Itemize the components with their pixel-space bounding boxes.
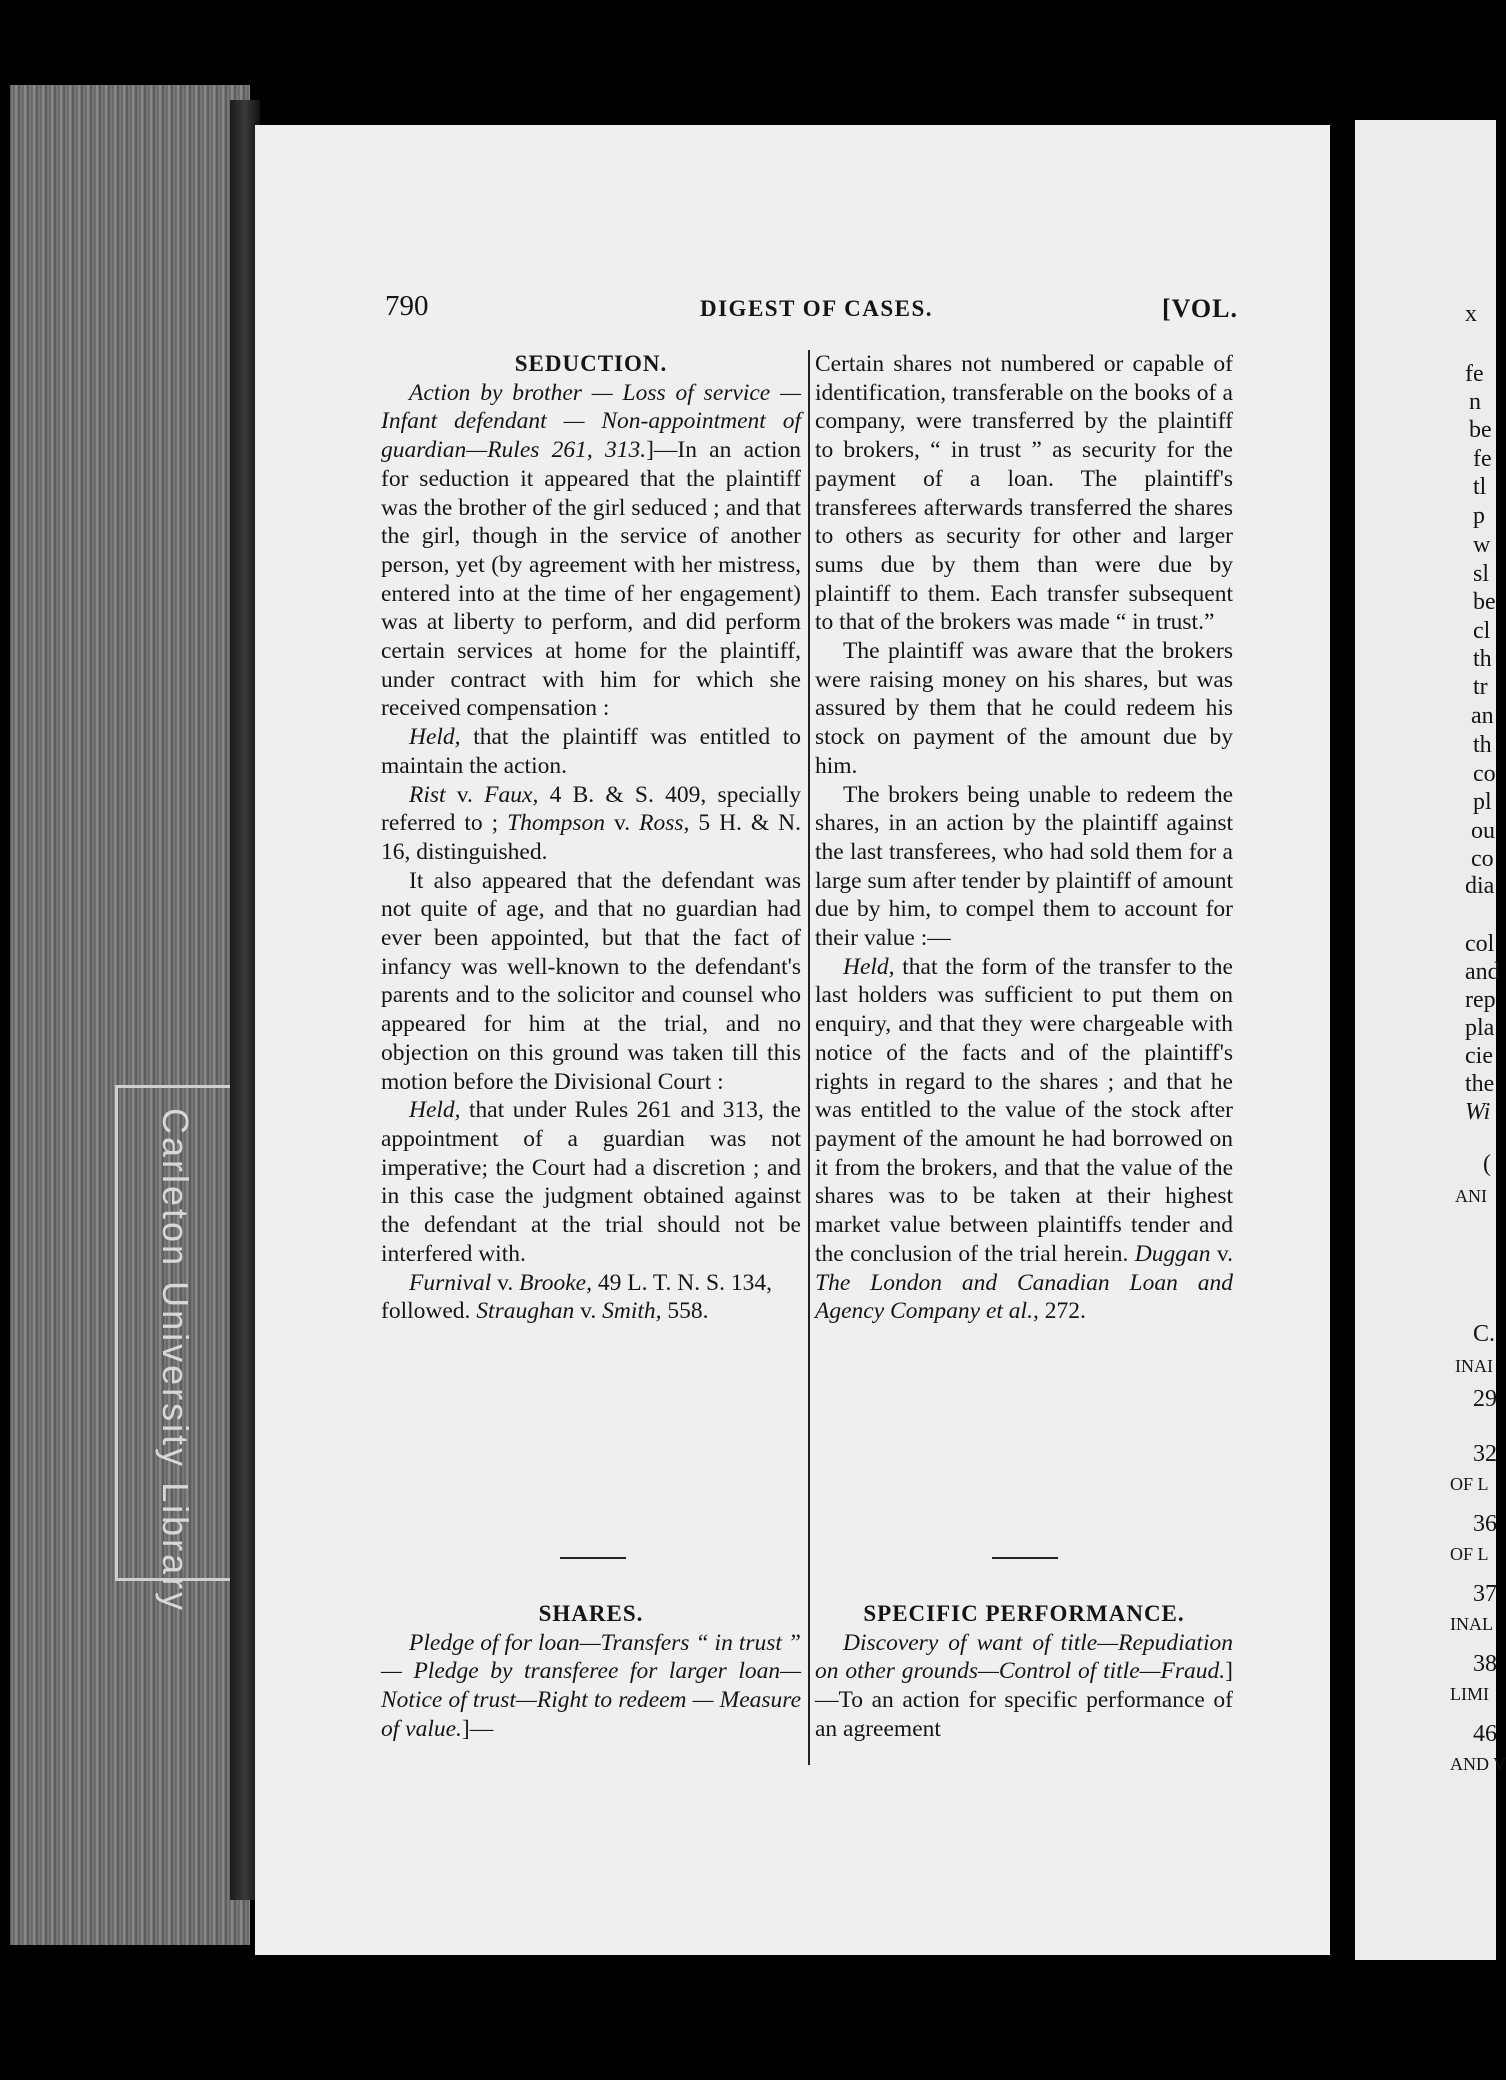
running-title: DIGEST OF CASES.	[700, 296, 933, 321]
facing-fragment: th	[1473, 732, 1492, 758]
shares-catchwords: Pledge of for loan—Transfers “ in trust ” — Pledge by transferee for larger loan—Notice of trust—Right to redeem — Measure of value.	[381, 1629, 801, 1742]
facing-fragment: and	[1465, 959, 1500, 985]
facing-fragment: n	[1469, 389, 1481, 415]
facing-fragment: ANI	[1455, 1186, 1487, 1206]
facing-fragment: co	[1473, 761, 1496, 787]
section-heading-shares: SHARES.	[538, 1601, 644, 1626]
specific-performance-catchwords: Discovery of want of title—Repudiation on other grounds—Control of title—Fraud.	[815, 1629, 1233, 1685]
seduction-catchwords: Action by brother — Loss of service — Infant defendant — Non-appointment of guardian—Rules 261, 313.	[381, 379, 801, 464]
facing-fragment: C.	[1473, 1321, 1496, 1347]
section-separator-right	[992, 1557, 1058, 1559]
facing-fragment: tr	[1473, 674, 1488, 700]
facing-fragment: p	[1473, 503, 1485, 529]
seduction-citation-1: Rist v. Faux, 4 B. & S. 409, specially referred to ; Thompson v. Ross, 5 H. & N. 16, distinguished.	[381, 781, 802, 865]
facing-fragment: col	[1465, 931, 1495, 957]
facing-fragment: sl	[1473, 561, 1490, 587]
seduction-citation-2: Furnival v. Brooke, 49 L. T. N. S. 134, followed. Straughan v. Smith, 558.	[381, 1269, 772, 1325]
shares-held: Held, that the form of the transfer to the last holders was sufficient to put them on enquiry, and that they were chargeable with notice of the facts and of the plaintiff's rights in regard to the shares ; and that he was entitled to the value of the stock after payment of the amount he had borrowed on it from the brokers, and that the value of the shares was to be taken at their highest market value between plaintiffs tender and the conclusion of the trial herein. Duggan v. The London and Canadian Loan and Agency Company et al., 272.	[815, 953, 1233, 1325]
facing-fragment: fe	[1465, 361, 1484, 387]
facing-fragment: Wi	[1465, 1099, 1491, 1125]
shares-paragraph-3: The brokers being unable to redeem the shares, in an action by the plaintiff against the last transferees, who had sold them for a large sum after tender by plaintiff of amount due by him, to compel them to account for their value :—	[815, 781, 1233, 952]
facing-fragment: th	[1473, 646, 1492, 672]
shares-catchwords-paragraph: Pledge of for loan—Transfers “ in trust ” — Pledge by transferee for larger loan—Notice of trust—Right to redeem — Measure of value.]—	[381, 1629, 801, 1742]
facing-fragment: cie	[1465, 1043, 1493, 1069]
shares-paragraph-2: The plaintiff was aware that the brokers were raising money on his shares, but was assured by them that he could redeem his stock on payment of the amount due by him.	[815, 638, 1233, 779]
specific-performance-paragraph: Discovery of want of title—Repudiation on other grounds—Control of title—Fraud.]—To an action for specific performance of an agreement	[815, 1629, 1233, 1742]
volume-marker: [VOL.	[1162, 294, 1238, 323]
shares-section	[381, 1600, 801, 1744]
column-divider	[808, 350, 810, 1765]
page-number: 790	[385, 290, 429, 322]
specific-performance-section	[815, 1600, 1233, 1744]
facing-fragment: tl	[1473, 474, 1487, 500]
section-heading-specific-performance: SPECIFIC PERFORMANCE.	[863, 1601, 1185, 1626]
facing-fragment: co	[1471, 846, 1494, 872]
facing-fragment: dia	[1465, 873, 1495, 899]
right-column	[815, 350, 1233, 1326]
library-stamp: Carleton University Library	[115, 1085, 233, 1581]
section-heading-seduction: SEDUCTION.	[514, 351, 668, 376]
facing-fragment: 36	[1473, 1511, 1497, 1537]
facing-fragment: fe	[1473, 446, 1492, 472]
facing-fragment: 37	[1473, 1581, 1497, 1607]
facing-fragment: OF L	[1450, 1544, 1489, 1564]
facing-fragment: ou	[1471, 818, 1495, 844]
facing-fragment: LIMI	[1450, 1684, 1489, 1704]
facing-fragment: cl	[1473, 618, 1491, 644]
seduction-paragraph-2: It also appeared that the defendant was not quite of age, and that no guardian had ever been appointed, but that the fact of infancy was well-known to the defendant's parents and to the solicitor and counsel who appeared for him at the trial, and no objection on this ground was taken till this motion before the Divisional Court :	[381, 867, 801, 1095]
seduction-held-2: Held, that under Rules 261 and 313, the appointment of a guardian was not imperative; the Court had a discretion ; and in this case the judgment obtained against the defendant at the trial should not be interfered with.	[381, 1097, 801, 1267]
facing-fragment: x	[1465, 301, 1477, 327]
facing-fragment: pla	[1465, 1015, 1495, 1041]
seduction-paragraph-1: Action by brother — Loss of service — Infant defendant — Non-appointment of guardian—Rules 261, 313.]—In an action for seduction it appeared that the plaintiff was the brother of the girl seduced ; and that the girl, though in the service of another person, yet (by agreement with her mistress, entered into at the time of her engagement) was at liberty to perform, and did perform certain services at home for the plaintiff, under contract with him for which she received compensation :	[381, 379, 801, 722]
facing-fragment: an	[1471, 703, 1494, 729]
facing-page	[1355, 120, 1506, 1960]
facing-fragment: rep	[1465, 987, 1496, 1013]
facing-fragment: the	[1465, 1071, 1495, 1097]
shares-paragraph-1: Certain shares not numbered or capable of identification, transferable on the books of a company, were transferred by the plaintiff to brokers, “ in trust ” as security for the payment of a loan. The plaintiff's transferees afterwards transferred the shares to others as security for other and larger sums due by them than were due by plaintiff to them. Each transfer subsequent to that of the brokers was made “ in trust.”	[815, 351, 1233, 636]
facing-fragment: be	[1473, 589, 1496, 615]
facing-fragment: INAL	[1450, 1614, 1493, 1634]
facing-fragment: (	[1483, 1151, 1491, 1177]
facing-fragment: INAI	[1455, 1356, 1493, 1376]
facing-fragment: w	[1473, 532, 1491, 558]
facing-fragment: 46	[1473, 1721, 1497, 1747]
facing-fragment: pl	[1473, 789, 1492, 815]
facing-fragment: 38	[1473, 1651, 1497, 1677]
book-page-edges	[10, 85, 250, 1945]
left-column	[381, 350, 801, 1326]
facing-fragment: 32	[1473, 1441, 1497, 1467]
facing-fragment: OF L	[1450, 1474, 1489, 1494]
seduction-held-1: Held, that the plaintiff was entitled to maintain the action.	[381, 724, 801, 779]
facing-fragment: AND V	[1450, 1754, 1506, 1774]
facing-fragment: 29	[1473, 1386, 1497, 1412]
section-separator-left	[560, 1557, 626, 1559]
facing-fragment: be	[1469, 417, 1492, 443]
